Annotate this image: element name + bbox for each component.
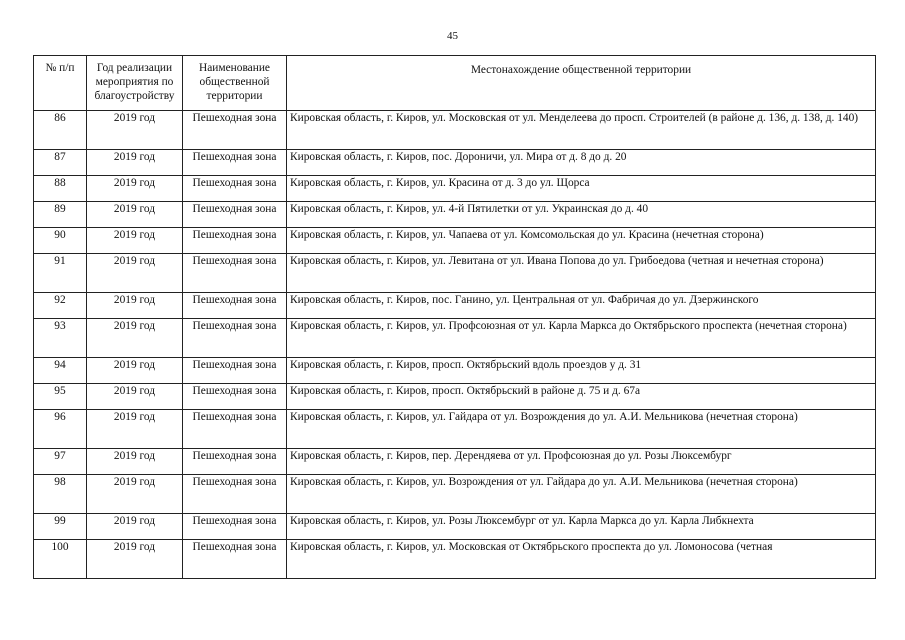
table-row — [34, 384, 876, 410]
row-year: 2019 год — [87, 293, 183, 319]
table-row — [34, 254, 876, 293]
row-num: 100 — [34, 540, 87, 579]
row-num: 90 — [34, 228, 87, 254]
row-num: 92 — [34, 293, 87, 319]
row-num: 88 — [34, 176, 87, 202]
row-year: 2019 год — [87, 540, 183, 579]
row-year: 2019 год — [87, 475, 183, 514]
row-name: Пешеходная зона — [183, 358, 287, 384]
row-name: Пешеходная зона — [183, 514, 287, 540]
row-num: 99 — [34, 514, 87, 540]
row-year: 2019 год — [87, 254, 183, 293]
territory-table — [33, 55, 876, 579]
row-location: Кировская область, г. Киров, просп. Октябрьский в районе д. 75 и д. 67а — [287, 384, 876, 410]
row-num: 95 — [34, 384, 87, 410]
row-num: 94 — [34, 358, 87, 384]
row-location: Кировская область, г. Киров, ул. Возрождения от ул. Гайдара до ул. А.И. Мельникова (нечетная сторона) — [287, 475, 876, 514]
row-location: Кировская область, г. Киров, ул. Московская от Октябрьского проспекта до ул. Ломоносова (четная — [287, 540, 876, 579]
row-year: 2019 год — [87, 319, 183, 358]
row-location: Кировская область, г. Киров, ул. Московская от ул. Менделеева до просп. Строителей (в районе д. 136, д. 138, д. 140) — [287, 111, 876, 150]
table-header-row — [34, 56, 876, 111]
row-num: 91 — [34, 254, 87, 293]
row-year: 2019 год — [87, 111, 183, 150]
table-row — [34, 228, 876, 254]
row-location: Кировская область, г. Киров, ул. Красина от д. 3 до ул. Щорса — [287, 176, 876, 202]
row-year: 2019 год — [87, 228, 183, 254]
table-row — [34, 514, 876, 540]
header-num: № п/п — [34, 56, 87, 111]
row-location: Кировская область, г. Киров, пос. Ганино, ул. Центральная от ул. Фабричая до ул. Дзержинского — [287, 293, 876, 319]
page-number: 45 — [447, 30, 458, 42]
table-row — [34, 150, 876, 176]
row-year: 2019 год — [87, 384, 183, 410]
table-row — [34, 293, 876, 319]
row-year: 2019 год — [87, 514, 183, 540]
row-num: 98 — [34, 475, 87, 514]
header-year: Год реализации мероприятия по благоустройству — [87, 56, 183, 111]
row-year: 2019 год — [87, 150, 183, 176]
row-name: Пешеходная зона — [183, 254, 287, 293]
row-location: Кировская область, г. Киров, ул. Левитана от ул. Ивана Попова до ул. Грибоедова (четная и нечетная сторона) — [287, 254, 876, 293]
row-name: Пешеходная зона — [183, 319, 287, 358]
table-row — [34, 202, 876, 228]
table-row — [34, 410, 876, 449]
row-num: 89 — [34, 202, 87, 228]
table-row — [34, 449, 876, 475]
row-num: 86 — [34, 111, 87, 150]
row-location: Кировская область, г. Киров, ул. 4-й Пятилетки от ул. Украинская до д. 40 — [287, 202, 876, 228]
header-location: Местонахождение общественной территории — [287, 56, 876, 111]
row-name: Пешеходная зона — [183, 228, 287, 254]
row-year: 2019 год — [87, 176, 183, 202]
row-num: 93 — [34, 319, 87, 358]
row-name: Пешеходная зона — [183, 540, 287, 579]
row-name: Пешеходная зона — [183, 111, 287, 150]
row-year: 2019 год — [87, 449, 183, 475]
row-year: 2019 год — [87, 202, 183, 228]
row-name: Пешеходная зона — [183, 293, 287, 319]
row-year: 2019 год — [87, 410, 183, 449]
row-year: 2019 год — [87, 358, 183, 384]
row-location: Кировская область, г. Киров, пер. Дерендяева от ул. Профсоюзная до ул. Розы Люксембург — [287, 449, 876, 475]
table-row — [34, 475, 876, 514]
row-location: Кировская область, г. Киров, ул. Розы Люксембург от ул. Карла Маркса до ул. Карла Либкнехта — [287, 514, 876, 540]
header-name: Наименование общественной территории — [183, 56, 287, 111]
row-location: Кировская область, г. Киров, просп. Октябрьский вдоль проездов у д. 31 — [287, 358, 876, 384]
row-location: Кировская область, г. Киров, ул. Гайдара от ул. Возрождения до ул. А.И. Мельникова (нечетная сторона) — [287, 410, 876, 449]
row-name: Пешеходная зона — [183, 202, 287, 228]
row-num: 87 — [34, 150, 87, 176]
table-row — [34, 176, 876, 202]
row-name: Пешеходная зона — [183, 384, 287, 410]
row-location: Кировская область, г. Киров, ул. Чапаева от ул. Комсомольская до ул. Красина (нечетная сторона) — [287, 228, 876, 254]
row-name: Пешеходная зона — [183, 475, 287, 514]
row-num: 96 — [34, 410, 87, 449]
table-row — [34, 540, 876, 579]
table-row — [34, 358, 876, 384]
row-name: Пешеходная зона — [183, 176, 287, 202]
table-body — [34, 111, 876, 579]
table-row — [34, 319, 876, 358]
row-name: Пешеходная зона — [183, 449, 287, 475]
table-row — [34, 111, 876, 150]
row-location: Кировская область, г. Киров, пос. Дороничи, ул. Мира от д. 8 до д. 20 — [287, 150, 876, 176]
row-location: Кировская область, г. Киров, ул. Профсоюзная от ул. Карла Маркса до Октябрьского проспекта (нечетная сторона) — [287, 319, 876, 358]
row-name: Пешеходная зона — [183, 410, 287, 449]
row-num: 97 — [34, 449, 87, 475]
row-name: Пешеходная зона — [183, 150, 287, 176]
